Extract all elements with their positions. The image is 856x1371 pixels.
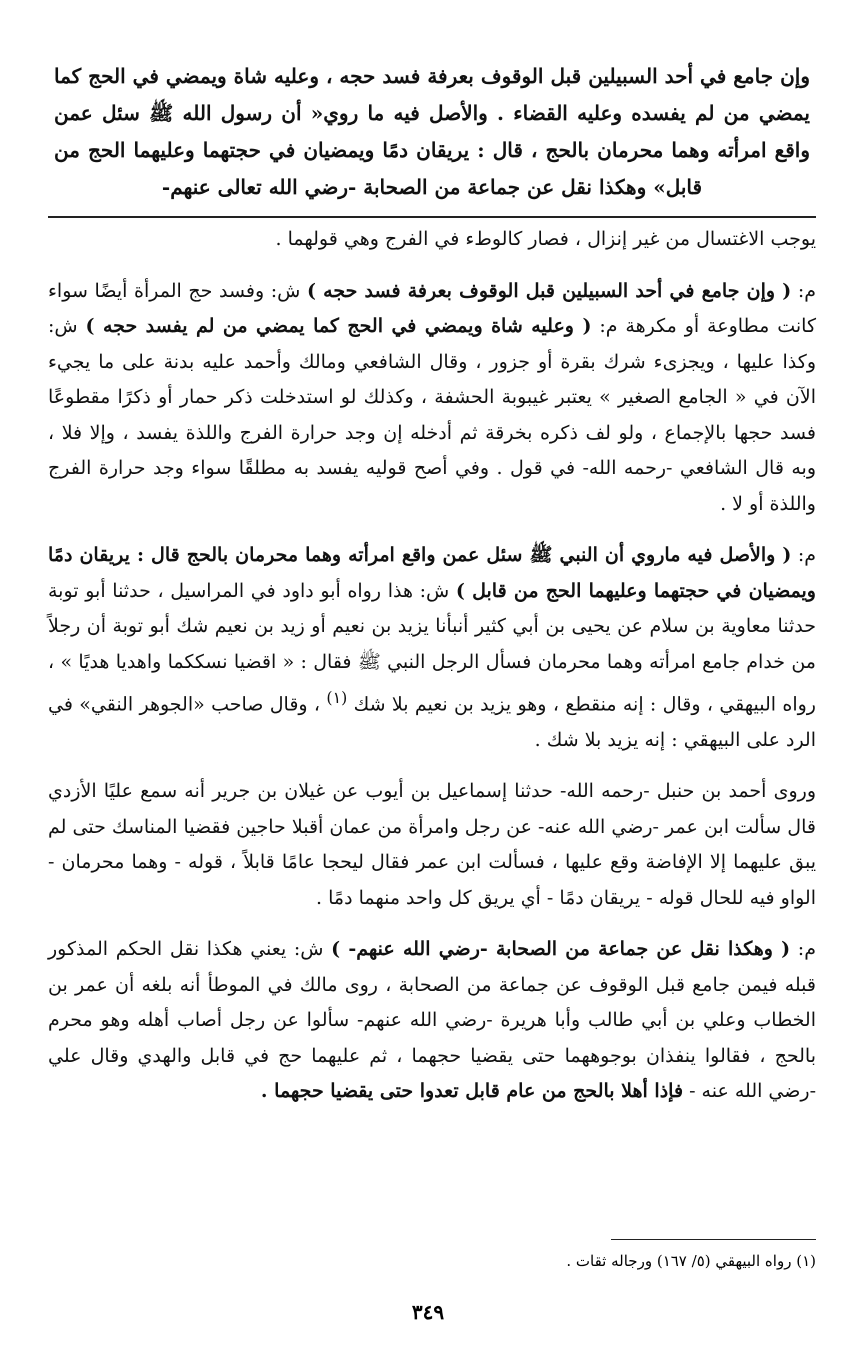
text: ش: هذا رواه أبو داود في المراسيل ، حدثنا أبو توبة حدثنا معاوية بن سلام عن يحيى بن أبي كثير أنبأنا يزيد بن نعيم أو زيد بن نعيم شك أبو توبة أن رجلاً من خدام جامع امرأته وهما محرمان فسأل الرجل النبي ﷺ فقال : « اقضيا نسككما واهديا هديًا » ، رواه البيهقي ، وقال : إنه منقطع ، وهو يزيد بن نعيم بلا شك bbox=[48, 579, 816, 716]
footnote-reference[interactable]: (١) bbox=[326, 688, 348, 707]
paragraph-3: وروى أحمد بن حنبل -رحمه الله- حدثنا إسماعيل بن أيوب عن غيلان بن جرير أنه سمع عليًا الأزدي قال سألت ابن عمر -رضي الله عنه- عن رجل وامرأة من عمان أقبلا حاجين فقضيا المناسك حتى لم يبق عليهما إلا الإفاضة وقع عليها ، فسألت ابن عمر فقال ليحجا عامًا قابلاً ، قوله - وهما محرمان - الواو فيه للحال قوله - يريقان دمًا - أي يريق كل واحد منهما دمًا . bbox=[48, 780, 816, 909]
text: ش: يعني هكذا نقل الحكم المذكور قبله فيمن جامع قبل الوقوف عن جماعة من الصحابة ، روى مالك في الموطأ أنه بلغه أن عمر بن الخطاب وعلي بن أبي طالب وأبا هريرة -رضي الله عنهم- سألوا عن رجل أصاب أهله وهو محرم بالحج ، فقالوا ينفذان بوجوههما حتى يقضيا حجهما ، ثم عليهما حج في قابل والهدي وقال علي -رضي الله عنه - bbox=[48, 938, 816, 1103]
separator-rule bbox=[48, 216, 816, 218]
page-number: ٣٤٩ bbox=[411, 1300, 445, 1324]
footnote: (١) رواه البيهقي (٥/ ١٦٧) ورجاله ثقات . bbox=[566, 1252, 816, 1270]
matn-text: وإن جامع في أحد السبيلين قبل الوقوف بعرفة فسد حجه ، وعليه شاة ويمضي في الحج كما يمضي من لم يفسده وعليه القضاء . والأصل فيه ما روي« أن رسول الله ﷺ سئل عمن واقع امرأته وهما محرمان بالحج ، قال : يريقان دمًا ويمضيان في حجتهما وعليهما الحج من قابل» وهكذا نقل عن جماعة من الصحابة -رضي الله تعالى عنهم- bbox=[54, 64, 810, 199]
quote: فإذا أهلا بالحج من عام قابل تعدوا حتى يقضيا حجهما . bbox=[260, 1080, 684, 1103]
commentary bbox=[48, 222, 816, 1110]
paragraph-continuation: يوجب الاغتسال من غير إنزال ، فصار كالوطء في الفرج وهي قولهما . bbox=[275, 228, 816, 250]
text: ش: وكذا عليها ، ويجزىء شرك بقرة أو جزور ، وقال الشافعي ومالك وأحمد عليه بدنة على ما يجيء الآن في « الجامع الصغير » يعتبر غيبوبة الحشفة ، وكذلك لو استدخلت ذكر حمار أو ذكرًا مقطوعًا فسد حجها بالإجماع ، ولو لف ذكره بخرقة ثم أدخله إن وجد حرارة الفرج واللذة يفسد ، وإلا فلا ، وبه قال الشافعي -رحمه الله- في قول . وفي أصح قوليه يفسد به مطلقًا سواء وجد حرارة الفرج واللذة أو لا . bbox=[48, 315, 816, 515]
text: ش: وفسد حج المرأة أيضًا سواء كانت مطاوعة أو مكرهة م: bbox=[48, 279, 816, 337]
paragraph-4 bbox=[48, 932, 816, 1110]
quote: ( وهكذا نقل عن جماعة من الصحابة -رضي الله عنهم- ) bbox=[331, 938, 791, 961]
matn-marker: م: bbox=[791, 544, 816, 566]
text: ، وقال صاحب «الجوهر النقي» في الرد على البيهقي : إنه يزيد بلا شك . bbox=[48, 693, 816, 751]
paragraph-1 bbox=[48, 274, 816, 523]
quote: ( وعليه شاة ويمضي في الحج كما يمضي من لم يفسد حجه ) bbox=[85, 315, 592, 337]
paragraph-2 bbox=[48, 538, 816, 758]
quote: ( وإن جامع في أحد السبيلين قبل الوقوف بعرفة فسد حجه ) bbox=[307, 279, 792, 302]
footnote-rule bbox=[611, 1239, 816, 1240]
quote: ( والأصل فيه ماروي أن النبي ﷺ سئل عمن واقع امرأته وهما محرمان بالحج قال : يريقان دمًا ويمضيان في حجتهما وعليهما الحج من قابل ) bbox=[48, 544, 816, 602]
matn-marker: م: bbox=[790, 938, 816, 961]
matn-marker: م: bbox=[791, 279, 816, 302]
